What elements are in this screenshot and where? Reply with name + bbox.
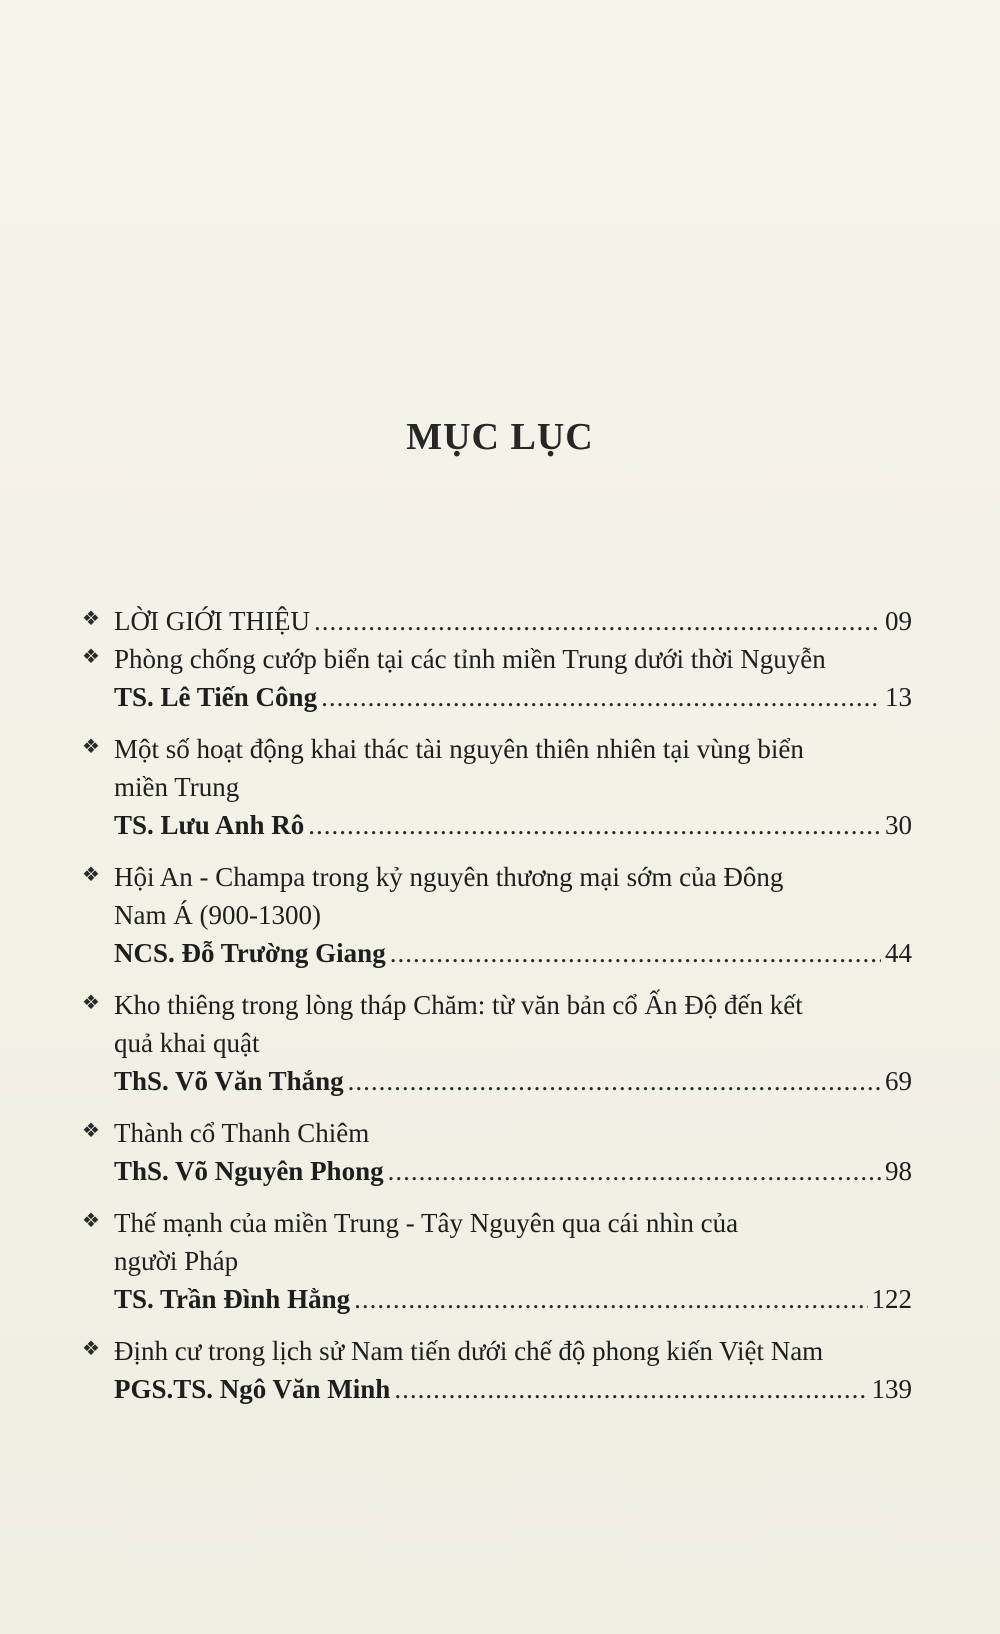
toc-entry-author: TS. Lê Tiến Công [114,682,318,712]
toc-entry-leader-line [114,1062,912,1100]
toc-entry-title-line: Thành cổ Thanh Chiêm [114,1118,370,1148]
toc-entry-leader-line [114,602,912,640]
four-diamond-bullet-icon: ❖ [82,1338,100,1360]
toc-entry [82,1114,912,1190]
toc-entry-page: 69 [885,1066,912,1096]
toc-entry-title-line: Phòng chống cướp biển tại các tỉnh miền Trung dưới thời Nguyễn [114,644,826,674]
toc-entry-author: ThS. Võ Văn Thắng [114,1066,344,1096]
toc-entry-page: 139 [871,1374,912,1404]
toc-entry-page: 98 [885,1156,912,1186]
toc-entry-title: LỜI GIỚI THIỆU [114,606,310,636]
four-diamond-bullet-icon: ❖ [82,646,100,668]
dot-leader [348,1062,881,1100]
toc-entry-title-line: quả khai quật [114,1028,260,1058]
toc-entry-author: PGS.TS. Ngô Văn Minh [114,1374,391,1404]
toc-entry-leader-line [114,1280,912,1318]
dot-leader [354,1280,867,1318]
dot-leader [390,934,881,972]
table-of-contents [82,602,912,1422]
toc-entry-title-line: Một số hoạt động khai thác tài nguyên thiên nhiên tại vùng biển [114,734,804,764]
toc-entry-title-line: người Pháp [114,1246,239,1276]
four-diamond-bullet-icon: ❖ [82,992,100,1014]
four-diamond-bullet-icon: ❖ [82,736,100,758]
toc-entry-author: TS. Lưu Anh Rô [114,810,305,840]
toc-entry-author: ThS. Võ Nguyên Phong [114,1156,384,1186]
toc-entry-page: 30 [885,810,912,840]
dot-leader [314,602,881,640]
toc-entry [82,1332,912,1408]
toc-entry-page: 13 [885,682,912,712]
dot-leader [394,1370,867,1408]
toc-entry-leader-line [114,1152,912,1190]
toc-entry-page: 44 [885,938,912,968]
toc-entry-title-line: Thế mạnh của miền Trung - Tây Nguyên qua cái nhìn của [114,1208,739,1238]
toc-entry-author: TS. Trần Đình Hằng [114,1284,351,1314]
toc-entry-page: 122 [871,1284,912,1314]
toc-entry-title-line: Nam Á (900-1300) [114,900,321,930]
toc-entry-title-line: Định cư trong lịch sử Nam tiến dưới chế độ phong kiến Việt Nam [114,1336,824,1366]
toc-entry [82,858,912,972]
toc-entry-title-line: miền Trung [114,772,240,802]
toc-entry [82,1204,912,1318]
four-diamond-bullet-icon: ❖ [82,1210,100,1232]
toc-entry [82,986,912,1100]
four-diamond-bullet-icon: ❖ [82,1120,100,1142]
toc-entry-title-line: Hội An - Champa trong kỷ nguyên thương mại sớm của Đông [114,862,784,892]
toc-entry [82,640,912,716]
toc-entry-leader-line [114,934,912,972]
toc-entry-page: 09 [885,606,912,636]
toc-entry-title-line: Kho thiêng trong lòng tháp Chăm: từ văn bản cổ Ấn Độ đến kết [114,990,803,1020]
toc-entry-leader-line [114,806,912,844]
four-diamond-bullet-icon: ❖ [82,864,100,886]
dot-leader [321,678,881,716]
dot-leader [388,1152,881,1190]
page-title: MỤC LỤC [406,416,594,458]
dot-leader [308,806,881,844]
toc-entry-leader-line [114,678,912,716]
toc-entry [82,730,912,844]
four-diamond-bullet-icon: ❖ [82,608,100,630]
toc-entry-author: NCS. Đỗ Trường Giang [114,938,386,968]
toc-entry [82,602,912,640]
toc-entry-leader-line [114,1370,912,1408]
